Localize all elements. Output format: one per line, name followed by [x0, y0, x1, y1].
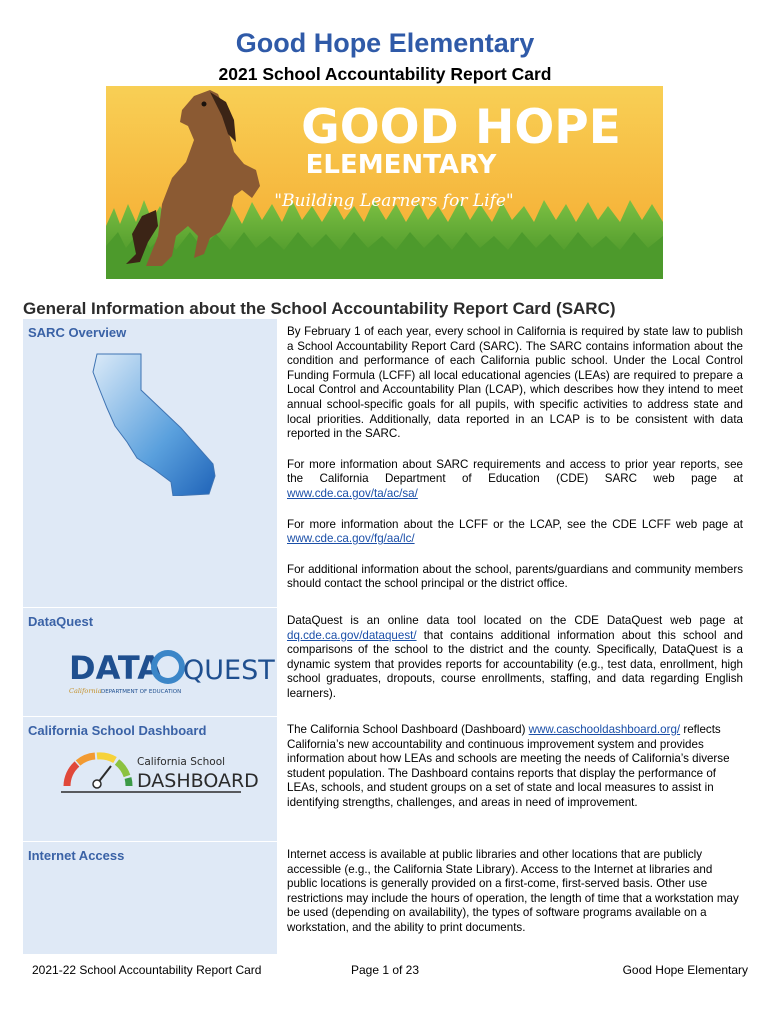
cde-sarc-link[interactable]: www.cde.ca.gov/ta/ac/sa/ — [287, 486, 418, 500]
dataquest-logo-text-a: DATA — [69, 649, 162, 687]
cde-lcff-link[interactable]: www.cde.ca.gov/fg/aa/lc/ — [287, 532, 415, 546]
sarc-requirements-paragraph — [287, 458, 743, 502]
dataquest-logo-text-b: QUEST — [183, 655, 275, 686]
paragraph-text: For more information about the LCFF or the LCAP, see the CDE LCFF web page at — [287, 517, 743, 531]
dataquest-link[interactable]: dq.cde.ca.gov/dataquest/ — [287, 628, 417, 642]
row-content-cell — [277, 717, 747, 842]
sarc-info-table — [23, 319, 747, 955]
school-dashboard-logo-icon — [23, 744, 277, 800]
banner-logo-line2: ELEMENTARY — [305, 150, 497, 180]
dataquest-logo-sub: DEPARTMENT OF EDUCATION — [101, 689, 182, 695]
paragraph-text: The California School Dashboard (Dashboard) — [287, 723, 529, 736]
dataquest-logo-icon — [23, 633, 277, 699]
school-banner — [106, 86, 663, 279]
row-label-cell — [23, 717, 277, 842]
contact-paragraph: For additional information about the school, parents/guardians and community members should contact the school principal or the district office. — [287, 562, 743, 591]
row-content-cell — [277, 319, 747, 608]
dashboard-paragraph — [287, 723, 743, 811]
dataquest-logo-sub-prefix: California — [69, 687, 102, 695]
paragraph-text: For more information about SARC requirements and access to prior year reports, see the California Department of Education (CDE) SARC web page at — [287, 457, 743, 486]
dataquest-paragraph — [287, 614, 743, 702]
banner-logo-line1: GOOD HOPE — [301, 100, 621, 155]
row-label-sarc-overview: SARC Overview — [28, 325, 127, 340]
dashboard-logo-small-text: California School — [137, 756, 226, 768]
footer-report-title: 2021-22 School Accountability Report Card — [32, 963, 262, 977]
paragraph-text: reflects California’s new accountability and continuous improvement system and provides information about how LEAs and schools are meeting the needs of California’s diverse student population. The Dashboard contains reports that display the performance of LEAs, schools, and student groups on a set of state and local measures to assist in identifying strengths, challenges, and areas in need of improvement. — [287, 723, 730, 809]
paragraph-text: DataQuest is an online data tool located on the CDE DataQuest web page at — [287, 614, 743, 627]
row-content-cell — [277, 842, 747, 955]
internet-access-paragraph: Internet access is available at public libraries and other locations that are publicly accessible (e.g., the California State Library). Access to the Internet at libraries and public locations is generally provided on a first-come, first-served basis. Other use restrictions may include the hours of operation, the length of time that a workstation may be used (depending on availability), the types of software programs available on a workstation, and the ability to print documents. — [287, 848, 739, 934]
table-row — [23, 319, 747, 608]
dashboard-logo-big-text: DASHBOARD — [137, 770, 259, 792]
row-label-cell — [23, 842, 277, 955]
row-label-cell — [23, 319, 277, 608]
row-label-dataquest: DataQuest — [28, 614, 94, 629]
page-subtitle: 2021 School Accountability Report Card — [218, 64, 552, 84]
row-label-dashboard: California School Dashboard — [28, 723, 207, 738]
paragraph-text: that contains additional information about this school and comparisons of the school to the district and the county. Specifically, DataQuest is a dynamic system that provides reports for accountability (e.g., test data, enrollment, high school graduates, dropouts, course enrollments, staffing, and data regarding English learners). — [287, 628, 743, 700]
footer-page-number: Page 1 of 23 — [350, 963, 420, 977]
row-label-cell — [23, 608, 277, 717]
table-row — [23, 717, 747, 842]
table-row — [23, 608, 747, 717]
banner-tagline: "Building Learners for Life" — [274, 191, 514, 211]
california-map-icon — [23, 346, 277, 496]
page-title: Good Hope Elementary — [235, 28, 535, 58]
dashboard-link[interactable]: www.caschooldashboard.org/ — [528, 723, 681, 736]
table-row — [23, 842, 747, 955]
row-content-cell — [277, 608, 747, 717]
row-label-internet-access: Internet Access — [28, 848, 125, 863]
sarc-overview-paragraph: By February 1 of each year, every school in California is required by state law to publish a School Accountability Report Card (SARC). The SARC contains information about the condition and performance of each California public school. Under the Local Control Funding Formula (LCFF) all local educational agencies (LEAs) are required to prepare a Local Control and Accountability Plan (LCAP), which describes how they intend to meet annual school-specific goals for all pupils, with specific activities to address state and local priorities. Additionally, data reported in an LCAP is to be consistent with data reported in the SARC. — [287, 325, 743, 441]
section-heading: General Information about the School Accountability Report Card (SARC) — [23, 299, 616, 318]
lcff-paragraph — [287, 518, 743, 547]
banner-graphic — [106, 86, 663, 279]
footer-school-name: Good Hope Elementary — [622, 963, 748, 977]
